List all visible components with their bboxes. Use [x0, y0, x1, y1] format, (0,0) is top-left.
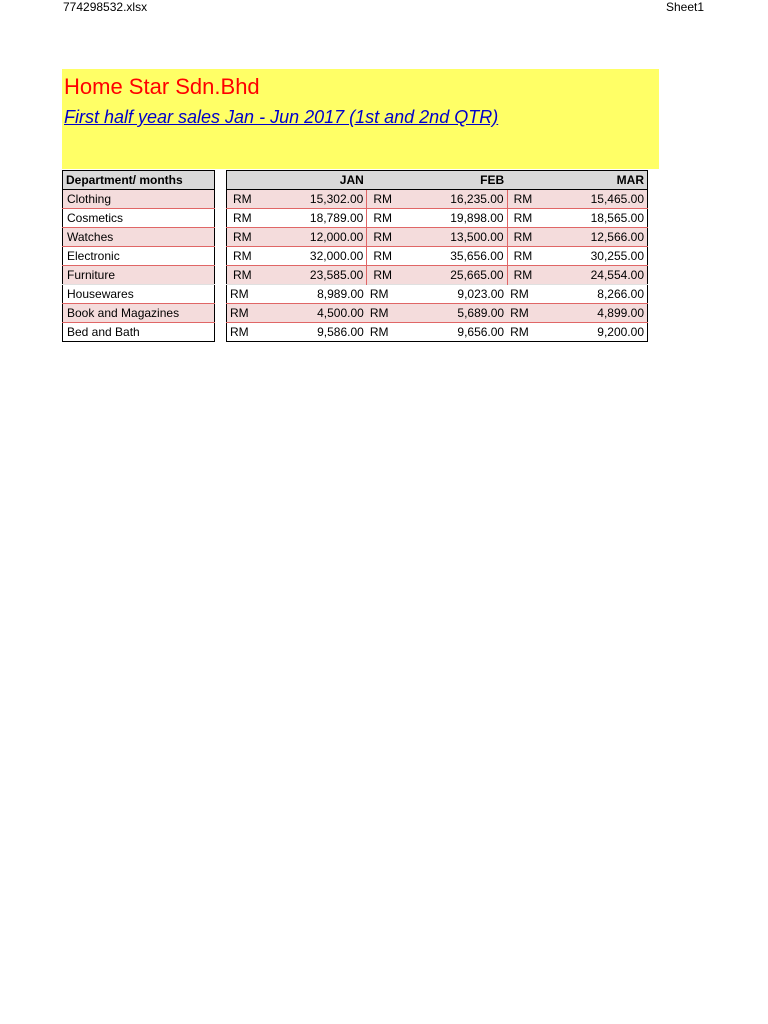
currency-cell[interactable]: RM: [367, 209, 407, 228]
currency-cell[interactable]: RM: [227, 247, 267, 266]
currency-cell[interactable]: RM: [227, 266, 267, 285]
sales-cell[interactable]: 9,023.00: [407, 285, 507, 304]
department-cell[interactable]: Bed and Bath: [63, 323, 215, 342]
currency-cell[interactable]: RM: [227, 304, 267, 323]
currency-cell[interactable]: RM: [367, 285, 407, 304]
currency-cell[interactable]: RM: [227, 209, 267, 228]
sales-cell[interactable]: 18,565.00: [547, 209, 647, 228]
department-cell[interactable]: Clothing: [63, 190, 215, 209]
sales-cell[interactable]: 5,689.00: [407, 304, 507, 323]
currency-cell[interactable]: RM: [507, 228, 547, 247]
sales-cell[interactable]: 4,500.00: [267, 304, 367, 323]
currency-cell[interactable]: RM: [367, 304, 407, 323]
sales-cell[interactable]: 24,554.00: [547, 266, 647, 285]
sheet-name: Sheet1: [666, 0, 705, 14]
department-cell[interactable]: Electronic: [63, 247, 215, 266]
month-header-mar: MAR: [507, 171, 647, 190]
currency-cell[interactable]: RM: [227, 228, 267, 247]
currency-cell[interactable]: RM: [507, 285, 547, 304]
month-header-feb: FEB: [367, 171, 507, 190]
department-cell[interactable]: Book and Magazines: [63, 304, 215, 323]
title-banner: [62, 69, 659, 169]
currency-cell[interactable]: RM: [367, 266, 407, 285]
sales-cell[interactable]: 9,656.00: [407, 323, 507, 342]
sales-cell[interactable]: 9,586.00: [267, 323, 367, 342]
file-name: 774298532.xlsx: [63, 0, 148, 14]
sales-cell[interactable]: 15,302.00: [267, 190, 367, 209]
currency-cell[interactable]: RM: [507, 323, 547, 342]
currency-cell[interactable]: RM: [507, 304, 547, 323]
sales-table: [226, 170, 648, 342]
currency-cell[interactable]: RM: [227, 323, 267, 342]
sales-cell[interactable]: 32,000.00: [267, 247, 367, 266]
department-table: [62, 170, 215, 342]
sales-cell[interactable]: 8,266.00: [547, 285, 647, 304]
sales-cell[interactable]: 12,566.00: [547, 228, 647, 247]
currency-cell[interactable]: RM: [367, 190, 407, 209]
sales-cell[interactable]: 18,789.00: [267, 209, 367, 228]
currency-cell[interactable]: RM: [367, 247, 407, 266]
sales-cell[interactable]: 12,000.00: [267, 228, 367, 247]
month-header-jan: JAN: [227, 171, 367, 190]
sales-cell[interactable]: 15,465.00: [547, 190, 647, 209]
company-name: Home Star Sdn.Bhd: [64, 74, 260, 99]
sales-cell[interactable]: 35,656.00: [407, 247, 507, 266]
currency-cell[interactable]: RM: [367, 323, 407, 342]
department-cell[interactable]: Furniture: [63, 266, 215, 285]
currency-cell[interactable]: RM: [507, 247, 547, 266]
sales-cell[interactable]: 8,989.00: [267, 285, 367, 304]
currency-cell[interactable]: RM: [227, 285, 267, 304]
sales-cell[interactable]: 16,235.00: [407, 190, 507, 209]
department-cell[interactable]: Watches: [63, 228, 215, 247]
currency-cell[interactable]: RM: [227, 190, 267, 209]
department-cell[interactable]: Cosmetics: [63, 209, 215, 228]
sales-cell[interactable]: 13,500.00: [407, 228, 507, 247]
sales-cell[interactable]: 19,898.00: [407, 209, 507, 228]
currency-cell[interactable]: RM: [507, 190, 547, 209]
currency-cell[interactable]: RM: [507, 209, 547, 228]
sales-cell[interactable]: 9,200.00: [547, 323, 647, 342]
currency-cell[interactable]: RM: [507, 266, 547, 285]
report-subtitle: First half year sales Jan - Jun 2017 (1st and 2nd QTR): [64, 107, 499, 127]
sales-cell[interactable]: 23,585.00: [267, 266, 367, 285]
department-cell[interactable]: Housewares: [63, 285, 215, 304]
sales-cell[interactable]: 4,899.00: [547, 304, 647, 323]
department-header: Department/ months: [63, 171, 215, 190]
currency-cell[interactable]: RM: [367, 228, 407, 247]
sales-cell[interactable]: 25,665.00: [407, 266, 507, 285]
sales-cell[interactable]: 30,255.00: [547, 247, 647, 266]
